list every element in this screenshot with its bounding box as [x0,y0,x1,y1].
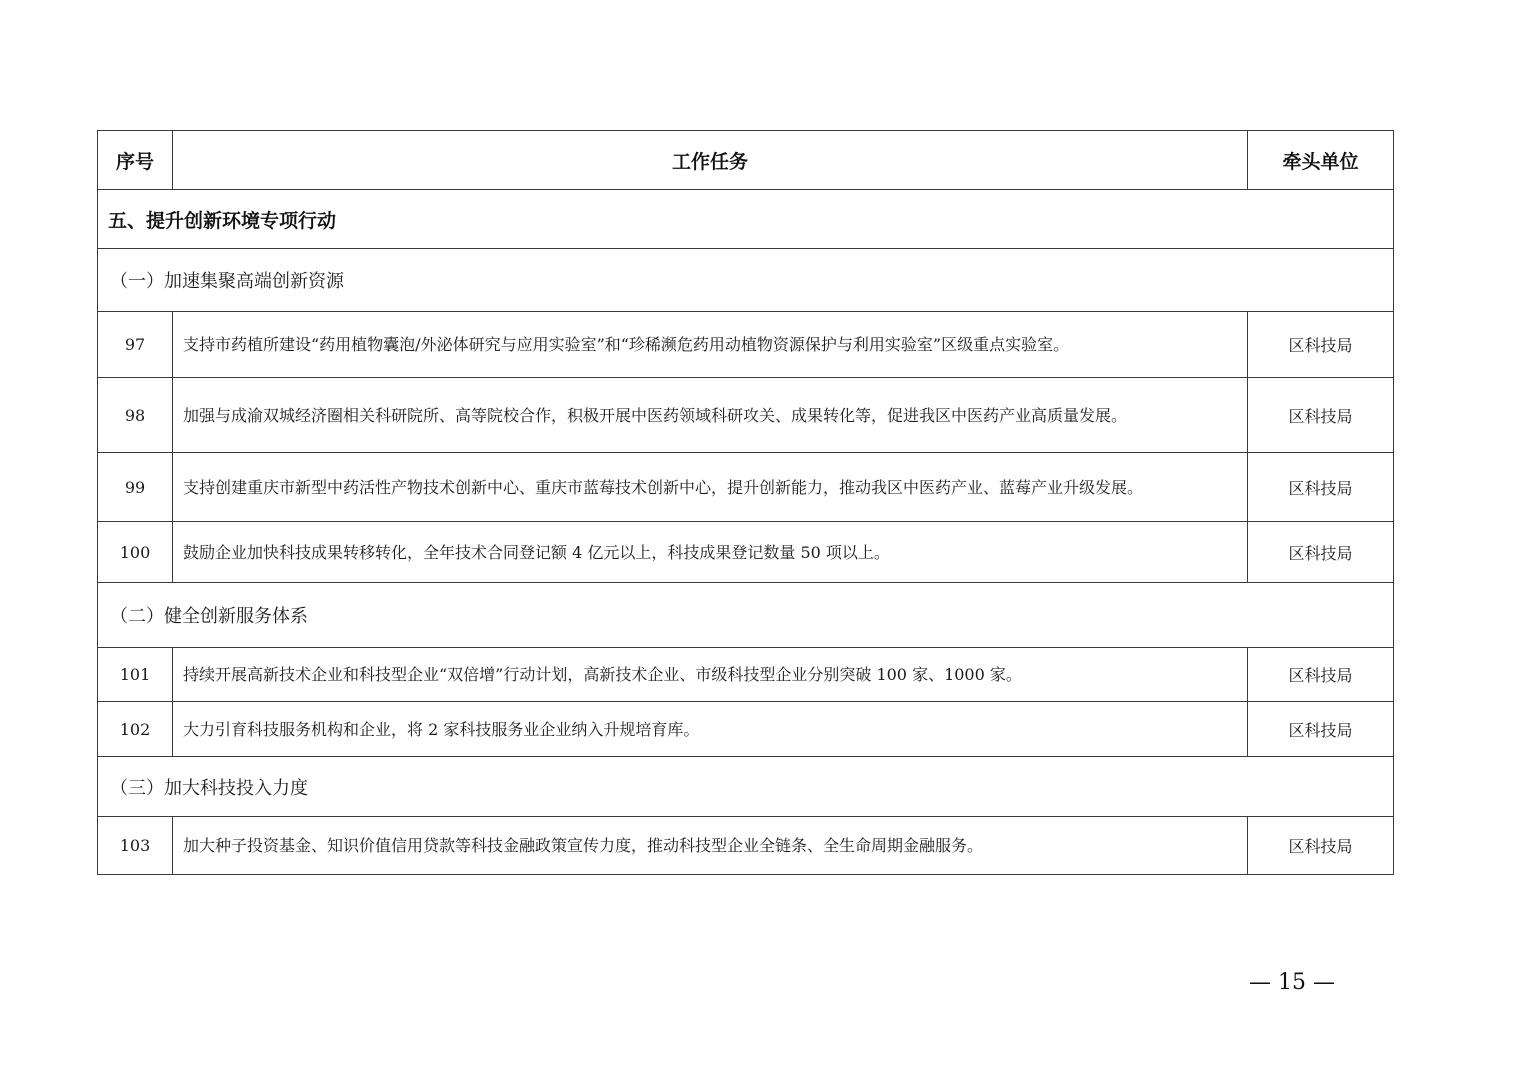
row-unit: 区科技局 [1248,522,1394,583]
section-title: 五、提升创新环境专项行动 [98,190,1394,249]
table-row [98,378,1394,453]
row-number: 97 [98,312,173,378]
row-unit: 区科技局 [1248,817,1394,875]
table-row [98,312,1394,378]
row-task: 大力引育科技服务机构和企业，将 2 家科技服务业企业纳入升规培育库。 [173,702,1248,757]
row-number: 103 [98,817,173,875]
table-row [98,522,1394,583]
row-task: 支持市药植所建设“药用植物囊泡/外泌体研究与应用实验室”和“珍稀濒危药用动植物资源保护与利用实验室”区级重点实验室。 [173,312,1248,378]
subsection-title: （三）加大科技投入力度 [98,757,1394,817]
subsection-row [98,757,1394,817]
subsection-title: （二）健全创新服务体系 [98,583,1394,648]
row-unit: 区科技局 [1248,378,1394,453]
header-no: 序号 [98,131,173,190]
subsection-row [98,583,1394,648]
section-row [98,190,1394,249]
subsection-title: （一）加速集聚高端创新资源 [98,249,1394,312]
row-number: 99 [98,453,173,522]
table-row [98,453,1394,522]
row-number: 98 [98,378,173,453]
row-task: 支持创建重庆市新型中药活性产物技术创新中心、重庆市蓝莓技术创新中心，提升创新能力，推动我区中医药产业、蓝莓产业升级发展。 [173,453,1248,522]
row-unit: 区科技局 [1248,648,1394,702]
table-row [98,817,1394,875]
row-unit: 区科技局 [1248,312,1394,378]
table-header-row [98,131,1394,190]
row-task: 持续开展高新技术企业和科技型企业“双倍增”行动计划，高新技术企业、市级科技型企业分别突破 100 家、1000 家。 [173,648,1248,702]
task-table [97,130,1394,875]
row-number: 101 [98,648,173,702]
table-row [98,648,1394,702]
row-unit: 区科技局 [1248,453,1394,522]
row-task: 加大种子投资基金、知识价值信用贷款等科技金融政策宣传力度，推动科技型企业全链条、全生命周期金融服务。 [173,817,1248,875]
header-unit: 牵头单位 [1248,131,1394,190]
page-number: — 15 — [1249,970,1335,995]
row-task: 鼓励企业加快科技成果转移转化，全年技术合同登记额 4 亿元以上，科技成果登记数量 50 项以上。 [173,522,1248,583]
table-row [98,702,1394,757]
subsection-row [98,249,1394,312]
header-task: 工作任务 [173,131,1248,190]
row-number: 102 [98,702,173,757]
row-task: 加强与成渝双城经济圈相关科研院所、高等院校合作，积极开展中医药领域科研攻关、成果转化等，促进我区中医药产业高质量发展。 [173,378,1248,453]
row-number: 100 [98,522,173,583]
row-unit: 区科技局 [1248,702,1394,757]
